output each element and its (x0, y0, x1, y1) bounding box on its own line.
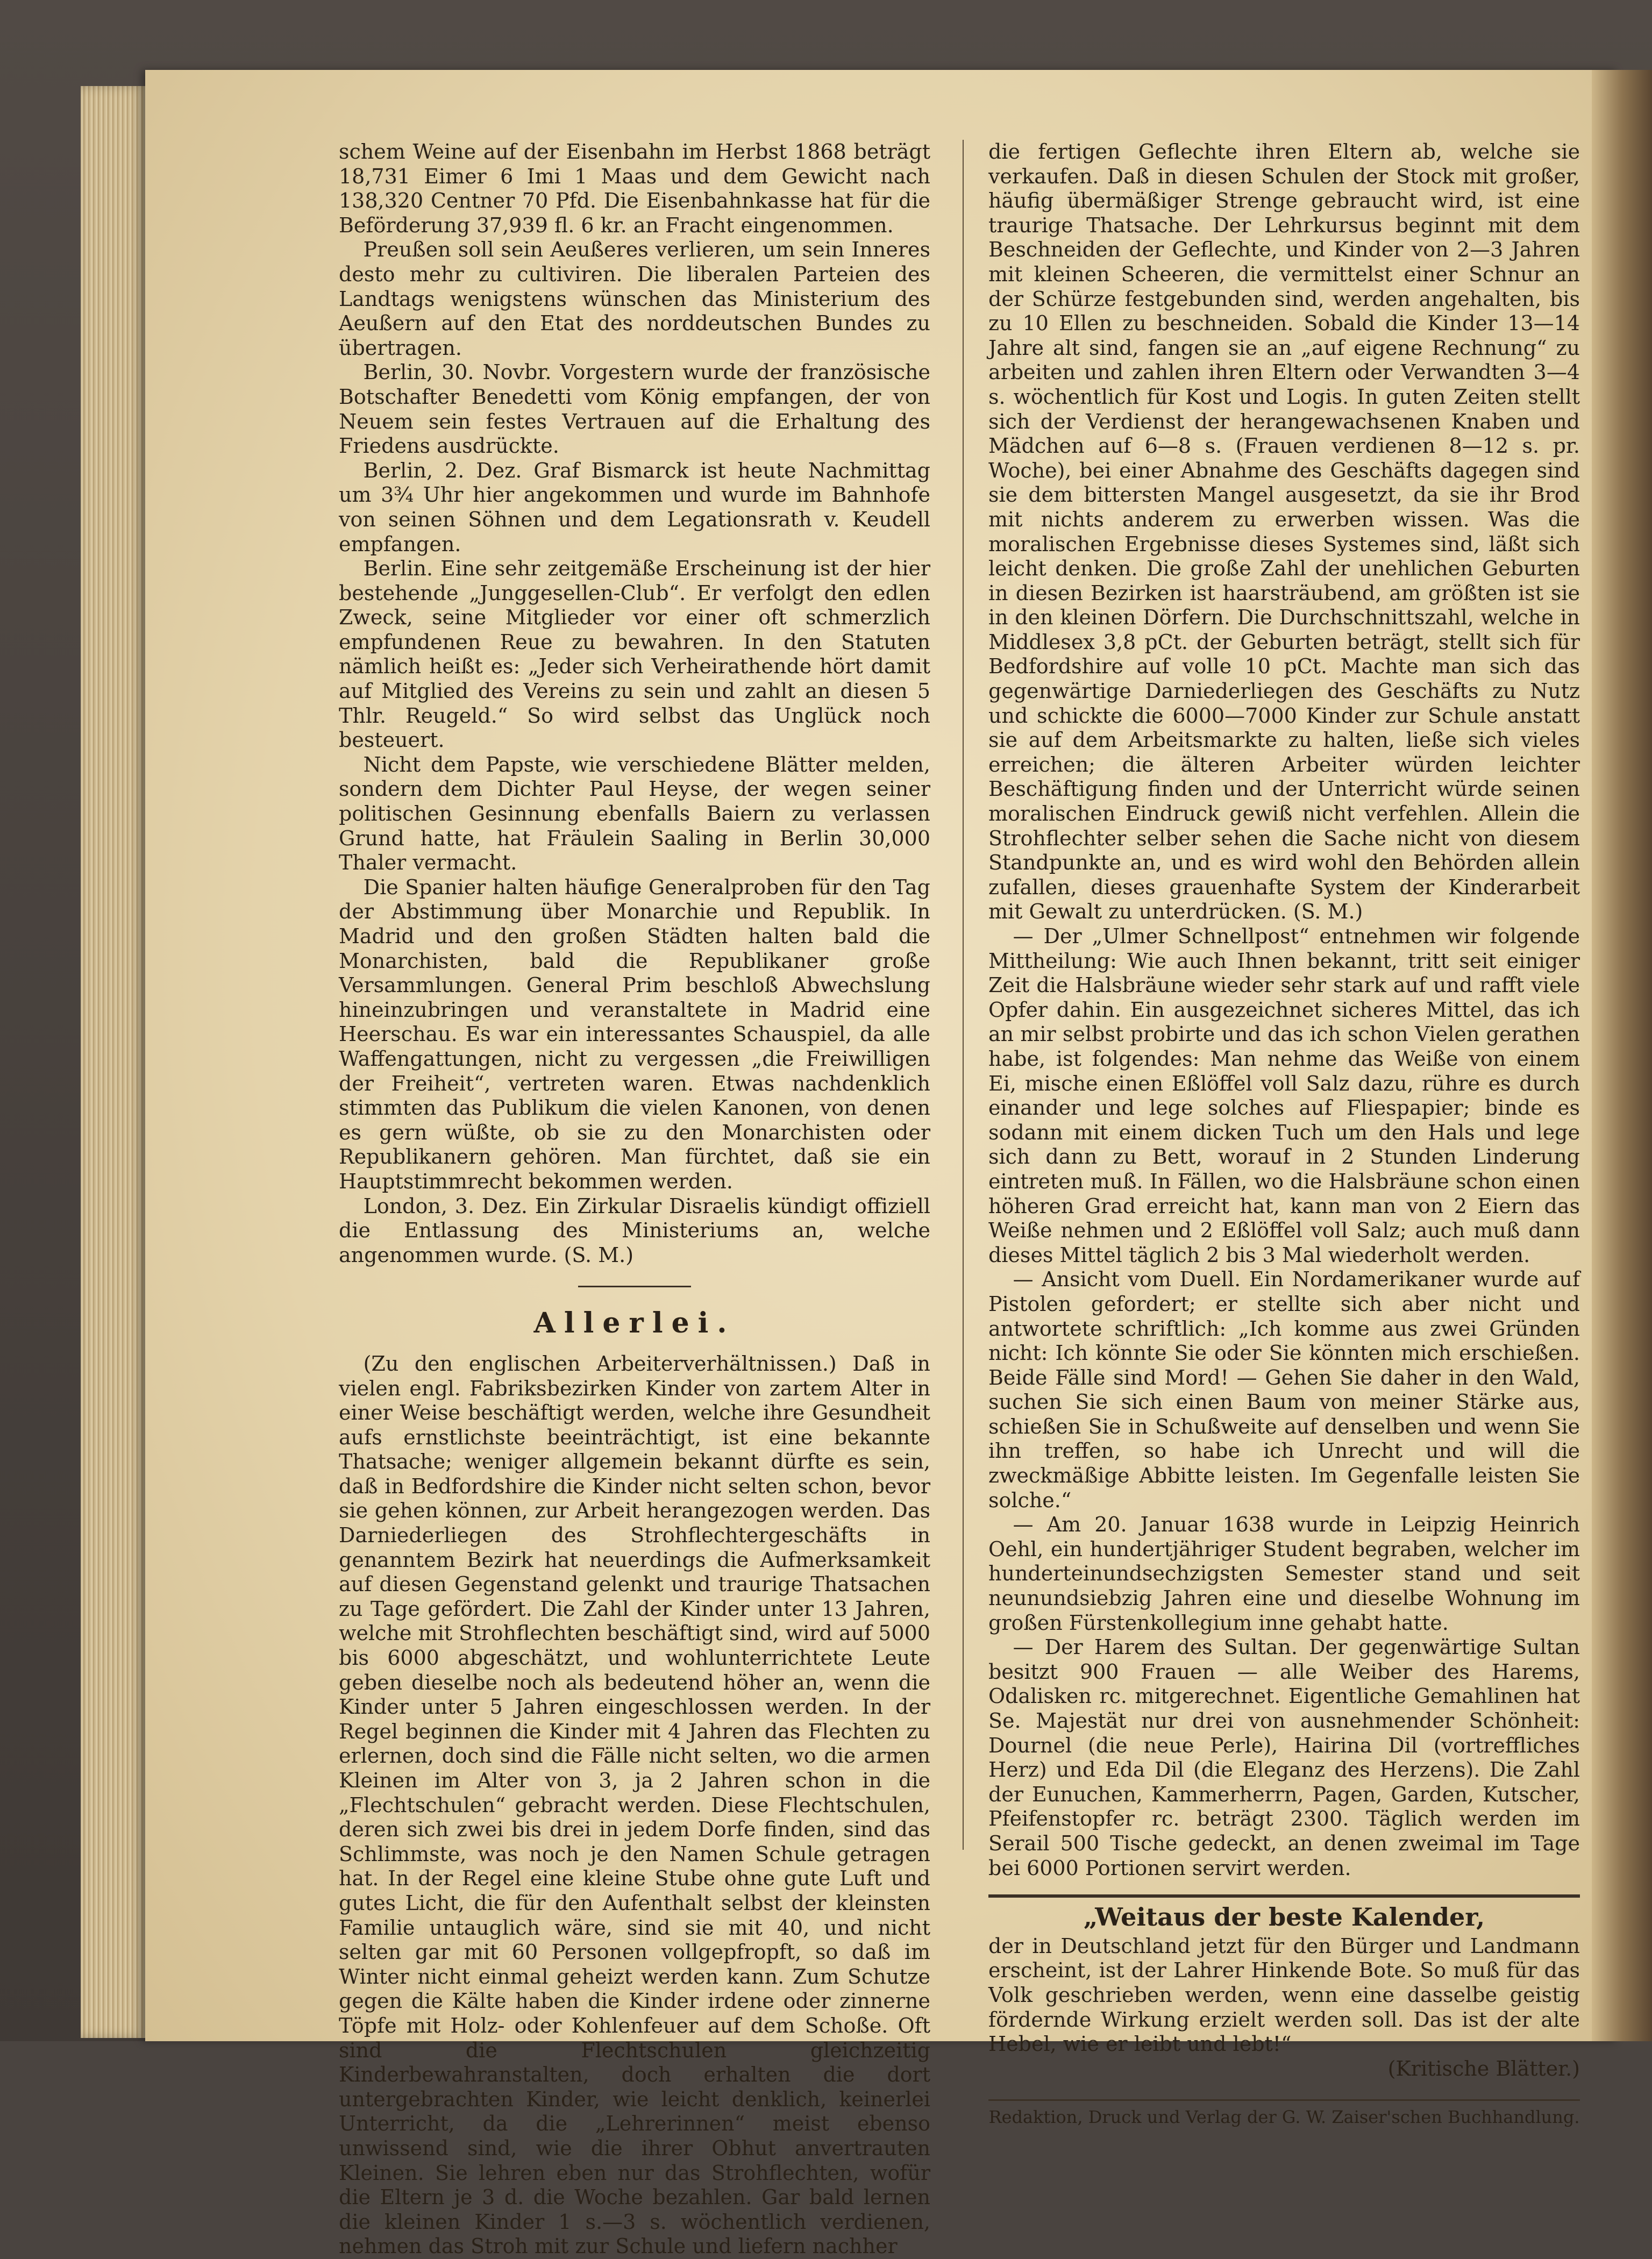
section-rule (578, 1286, 691, 1287)
footer-rule (988, 2099, 1580, 2101)
book-gutter (1592, 70, 1652, 2041)
section-heading: Allerlei. (533, 1307, 736, 1340)
article-paragraph: — Am 20. Januar 1638 wurde in Leipzig Heinrich Oehl, ein hundertjähriger Student begraben, welcher im hunderteinundsechzigsten Semester stand und seit neunundsiebzig Jahren eine und dieselbe Wohnung im großen Fürstenkollegium inne gehabt hatte. (988, 1513, 1580, 1635)
article-paragraph: — Der „Ulmer Schnellpost“ entnehmen wir folgende Mittheilung: Wie auch Ihnen bekannt, tritt seit einiger Zeit die Halsbräune wieder sehr stark auf und rafft viele Opfer dahin. Ein ausgezeichnet sicheres Mittel, das ich an mir selbst probirte und das ich schon Vielen gerathen habe, ist folgendes: Man nehme das Weiße von einem Ei, mische einen Eßlöffel voll Salz dazu, rühre es durch einander und lege solches auf Fliespapier; binde es sodann mit einem dicken Tuch um den Hals und lege sich dann zu Bett, worauf in 2 Stunden Linderung eintreten muß. In Fällen, wo die Halsbräune schon einen höheren Grad erreicht hat, kann man von 2 Eiern das Weiße nehmen und 2 Eßlöffel voll Salz; auch muß dann dieses Mittel täglich 2 bis 3 Mal wiederholt werden. (988, 924, 1580, 1267)
imprint-footer: Redaktion, Druck und Verlag der G. W. Zaiser'schen Buchhandlung. (988, 2107, 1580, 2128)
article-paragraph: die fertigen Geflechte ihren Eltern ab, welche sie verkaufen. Daß in diesen Schulen der Stock mit großer, häufig übermäßiger Strenge gebraucht wird, ist eine traurige Thatsache. Der Lehrkursus beginnt mit dem Beschneiden der Geflechte, und Kinder von 2—3 Jahren mit kleinen Scheeren, die vermittelst einer Schnur an der Schürze festgebunden sind, werden angehalten, bis zu 10 Ellen zu beschneiden. Sobald die Kinder 13—14 Jahre alt sind, fangen sie an „auf eigene Rechnung“ zu arbeiten und zahlen ihren Eltern oder Verwandten 3—4 s. wöchentlich für Kost und Logis. In guten Zeiten stellt sich der Verdienst der herangewachsenen Knaben und Mädchen auf 6—8 s. (Frauen verdienen 8—12 s. pr. Woche), bei einer Abnahme des Geschäfts dagegen sind sie dem bittersten Mangel ausgesetzt, da sie ihr Brod mit nichts anderem zu erwerben wissen. Was die moralischen Ergebnisse dieses Systemes sind, läßt sich leicht denken. Die große Zahl der unehlichen Geburten in diesen Bezirken ist haarsträubend, am größten ist sie in den kleinen Dörfern. Die Durchschnittszahl, welche in Middlesex 3,8 pCt. der Geburten beträgt, stellt sich für Bedfordshire auf volle 10 pCt. Machte man sich das gegenwärtige Darniederliegen des Geschäfts zu Nutz und schickte die 6000—7000 Kinder zur Schule anstatt sie auf dem Arbeitsmarkte zu halten, ließe sich vieles erreichen; die älteren Arbeiter würden leichter Beschäftigung finden und der Unterricht würde seinen moralischen Eindruck gewiß nicht verfehlen. Allein die Strohflechter selber sehen die Sache nicht von diesem Standpunkte an, und es wird wohl den Behörden allein zufallen, dieses grauenhafte System der Kinderarbeit mit Gewalt zu unterdrücken. (S. M.) (988, 140, 1580, 924)
advert-source: (Kritische Blätter.) (1387, 2056, 1580, 2080)
article-paragraph: Berlin, 2. Dez. Graf Bismarck ist heute Nachmittag um 3¾ Uhr hier angekommen und wurde im Bahnhofe von seinen Söhnen und dem Legationsrath v. Keudell empfangen. (339, 458, 930, 556)
advert-text: der in Deutschland jetzt für den Bürger und Landmann erscheint, ist der Lahrer Hinkende Bote. So muß für das Volk geschrieben werden, wenn eine dasselbe geistig fördernde Wirkung erzielt werden soll. Das ist der alte Hebel, wie er leibt und lebt!“ (988, 1934, 1580, 2056)
article-paragraph: — Ansicht vom Duell. Ein Nordamerikaner wurde auf Pistolen gefordert; er stellte sich aber nicht und antwortete schriftlich: „Ich komme aus zwei Gründen nicht: Ich könnte Sie oder Sie könnten mich erschießen. Beide Fälle sind Mord! — Gehen Sie daher in den Wald, suchen Sie sich einen Baum von meiner Stärke aus, schießen Sie in Schußweite auf denselben und wenn Sie ihn treffen, so habe ich Unrecht und will die zweckmäßige Abbitte leisten. Im Gegenfalle leisten Sie solche.“ (988, 1267, 1580, 1512)
column-divider (963, 140, 964, 1850)
left-column (339, 140, 930, 2259)
right-column (988, 140, 1580, 2130)
advert-title: „Weitaus der beste Kalender, (1083, 1902, 1485, 1932)
article-paragraph: Nicht dem Papste, wie verschiedene Blätter melden, sondern dem Dichter Paul Heyse, der wegen seiner politischen Gesinnung ebenfalls Baiern zu verlassen Grund hatte, hat Fräulein Saaling in Berlin 30,000 Thaler vermacht. (339, 752, 930, 875)
article-paragraph: London, 3. Dez. Ein Zirkular Disraelis kündigt offiziell die Entlassung des Ministeriums an, welche angenommen wurde. (S. M.) (339, 1194, 930, 1267)
article-paragraph: Berlin. Eine sehr zeitgemäße Erscheinung ist der hier bestehende „Junggesellen-Club“. Er verfolgt den edlen Zweck, seine Mitglieder vor einer oft schmerzlich empfundenen Reue zu bewahren. In den Statuten nämlich heißt es: „Jeder sich Verheirathende hört damit auf Mitglied des Vereins zu sein und zahlt an diesen 5 Thlr. Reugeld.“ So wird selbst das Unglück noch besteuert. (339, 557, 930, 752)
article-paragraph: Preußen soll sein Aeußeres verlieren, um sein Inneres desto mehr zu cultiviren. Die liberalen Parteien des Landtags wenigstens wünschen das Ministerium des Aeußern auf den Etat des norddeutschen Bundes zu übertragen. (339, 238, 930, 360)
article-paragraph: schem Weine auf der Eisenbahn im Herbst 1868 beträgt 18,731 Eimer 6 Imi 1 Maas und dem Gewicht nach 138,320 Centner 70 Pfd. Die Eisenbahnkasse hat für die Beförderung 37,939 fl. 6 kr. an Fracht eingenommen. (339, 140, 930, 237)
article-paragraph: Berlin, 30. Novbr. Vorgestern wurde der französische Botschafter Benedetti vom König empfangen, der von Neuem sein festes Vertrauen auf die Erhaltung des Friedens ausdrückte. (339, 360, 930, 458)
advert-rule (988, 1894, 1580, 1898)
article-paragraph: Die Spanier halten häufige Generalproben für den Tag der Abstimmung über Monarchie und Republik. In Madrid und den großen Städten halten bald die Monarchisten, bald die Republikaner große Versammlungen. General Prim beschloß Abwechslung hineinzubringen und veranstaltete in Madrid eine Heerschau. Es war ein interessantes Schauspiel, da alle Waffengattungen, nicht zu vergessen „die Freiwilligen der Freiheit“, vertreten waren. Etwas nachdenklich stimmten das Publikum die vielen Kanonen, von denen es gern wüßte, ob sie zu den Monarchisten oder Republikanern gehören. Man fürchtet, daß sie ein Hauptstimmrecht bekommen werden. (339, 875, 930, 1193)
article-paragraph: — Der Harem des Sultan. Der gegenwärtige Sultan besitzt 900 Frauen — alle Weiber des Harems, Odalisken rc. mitgerechnet. Eigentliche Gemahlinen hat Se. Majestät nur drei von ausnehmender Schönheit: Dournel (die neue Perle), Hairina Dil (vortreffliches Herz) und Eda Dil (die Eleganz des Herzens). Die Zahl der Eunuchen, Kammerherrn, Pagen, Garden, Kutscher, Pfeifenstopfer rc. beträgt 2300. Täglich werden im Serail 500 Tische gedeckt, an denen zweimal im Tage bei 6000 Portionen servirt werden. (988, 1635, 1580, 1880)
book-page-edges (81, 86, 145, 2038)
article-paragraph: (Zu den englischen Arbeiterverhältnissen.) Daß in vielen engl. Fabriksbezirken Kinder von zartem Alter in einer Weise beschäftigt werden, welche ihre Gesundheit aufs ernstlichste beeinträchtigt, ist eine bekannte Thatsache; weniger allgemein bekannt dürfte es sein, daß in Bedfordshire die Kinder nicht selten schon, bevor sie gehen können, zur Arbeit herangezogen werden. Das Darniederliegen des Strohflechtergeschäfts in genanntem Bezirk hat neuerdings die Aufmerksamkeit auf diesen Gegenstand gelenkt und traurige Thatsachen zu Tage gefördert. Die Zahl der Kinder unter 13 Jahren, welche mit Strohflechten beschäftigt sind, wird auf 5000 bis 6000 abgeschätzt, und wohlunterrichtete Leute geben dieselbe noch als bedeutend höher an, wenn die Kinder unter 5 Jahren eingeschlossen werden. In der Regel beginnen die Kinder mit 4 Jahren das Flechten zu erlernen, doch sind die Fälle nicht selten, wo die armen Kleinen im Alter von 3, ja 2 Jahren schon in die „Flechtschulen“ gebracht werden. Diese Flechtschulen, deren sich zwei bis drei in jedem Dorfe finden, sind das Schlimmste, was noch je den Namen Schule getragen hat. In der Regel eine kleine Stube ohne gute Luft und gutes Licht, die für den Aufenthalt selbst der kleinsten Familie untauglich wäre, sind sie mit 40, und nicht selten gar mit 60 Personen vollgepfropft, so daß im Winter nicht einmal geheizt werden kann. Zum Schutze gegen die Kälte haben die Kinder irdene oder zinnerne Töpfe mit Holz- oder Kohlenfeuer auf dem Schoße. Oft sind die Flechtschulen gleichzeitig Kinderbewahranstalten, doch erhalten die dort untergebrachten Kinder, wie leicht denklich, keinerlei Unterricht, da die „Lehrerinnen“ meist ebenso unwissend sind, wie die ihrer Obhut anvertrauten Kleinen. Sie lehren eben nur das Strohflechten, wofür die Eltern je 3 d. die Woche bezahlen. Gar bald lernen die kleinen Kinder 1 s.—3 s. wöchentlich verdienen, nehmen das Stroh mit zur Schule und liefern nachher (339, 1351, 930, 2258)
